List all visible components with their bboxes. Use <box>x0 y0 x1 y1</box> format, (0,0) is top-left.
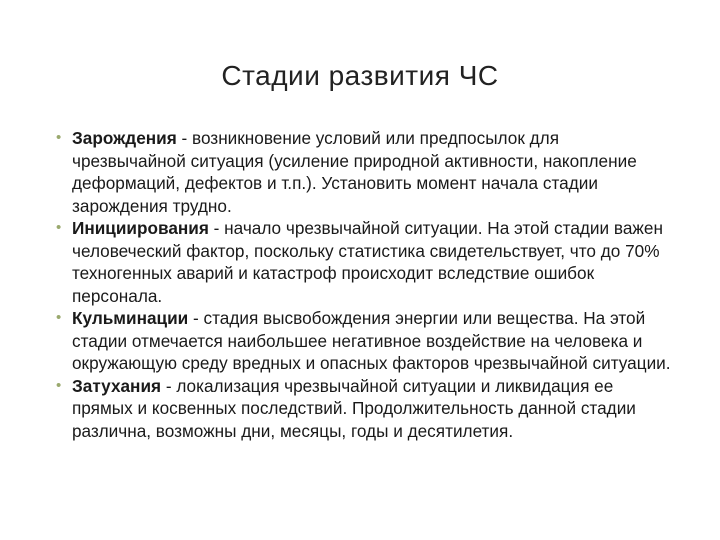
item-text: - возникновение условий или предпосылок для чрезвычайной ситуация (усиление природной активности, накопление деформаций, дефектов и т.п.). Установить момент начала стадии зарождения трудно. <box>72 128 637 216</box>
item-term: Кульминации <box>72 308 189 328</box>
list-item <box>56 375 676 443</box>
bullet-icon: • <box>56 309 62 326</box>
item-term: Инициирования <box>72 218 209 238</box>
item-term: Зарождения <box>72 128 177 148</box>
slide-title: Стадии развития ЧС <box>221 60 499 91</box>
item-text: - локализация чрезвычайной ситуации и ликвидация ее прямых и косвенных последствий. Продолжительность данной стадии различна, возможны дни, месяцы, годы и десятилетия. <box>72 375 636 441</box>
bullet-icon: • <box>56 219 62 236</box>
list-item <box>56 127 676 217</box>
bullet-icon: • <box>56 376 62 394</box>
item-term: Затухания <box>72 375 162 396</box>
list-item <box>56 307 676 375</box>
bullet-list <box>56 127 676 442</box>
item-text: - начало чрезвычайной ситуации. На этой стадии важен человеческий фактор, поскольку статистика свидетельствует, что до 70% техногенных аварий и катастроф происходит вследствие ошибок персонала. <box>72 218 663 306</box>
item-text: - стадия высвобождения энергии или вещества. На этой стадии отмечается наибольшее негативное воздействие на человека и окружающую среду вредных и опасных факторов чрезвычайной ситуации. <box>72 308 671 373</box>
list-item <box>56 217 676 307</box>
bullet-icon: • <box>56 129 62 146</box>
